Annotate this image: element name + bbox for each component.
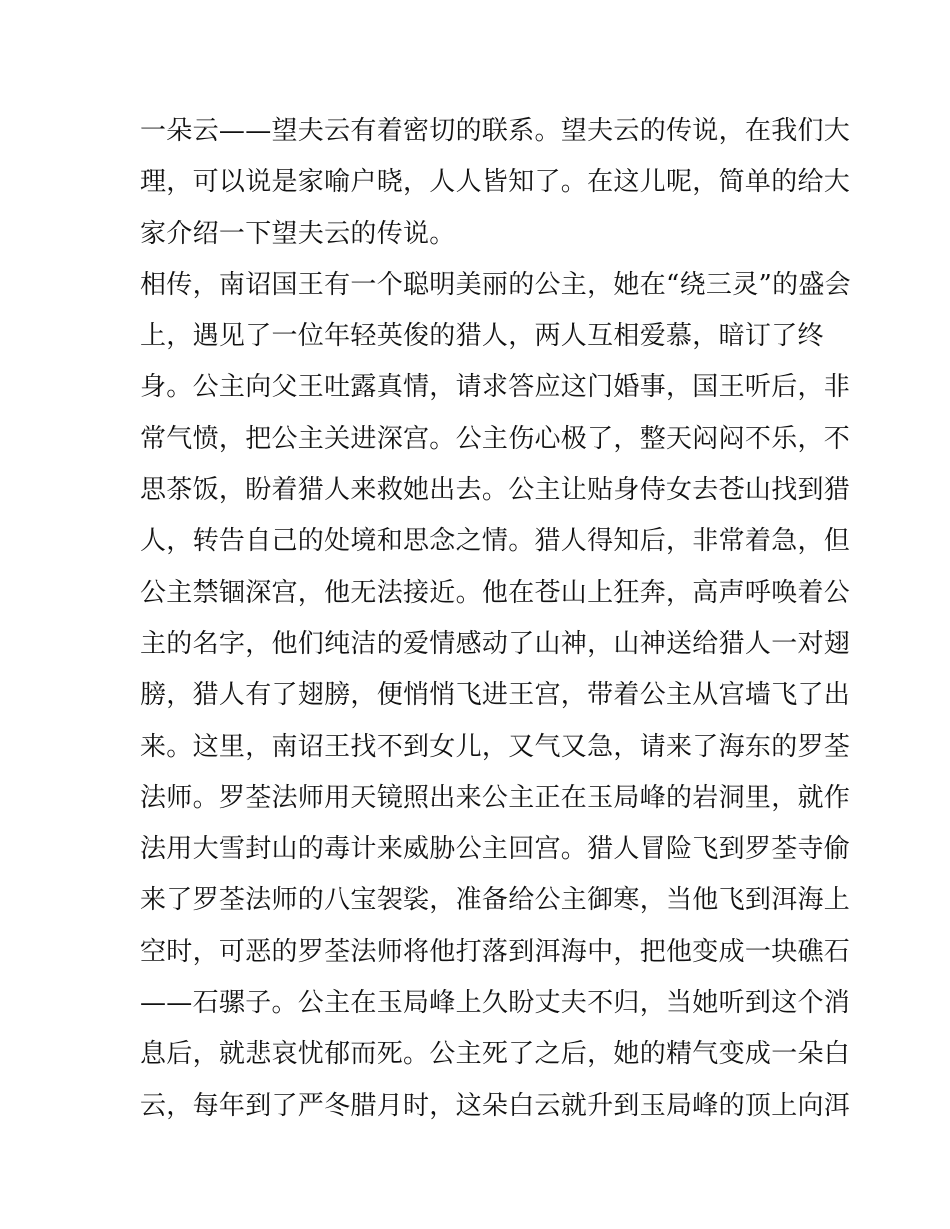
text-line: 主的名字，他们纯洁的爱情感动了山神，山神送给猎人一对翅 [140,628,851,659]
body-text [140,106,851,1132]
text-line: 一朵云——望夫云有着密切的联系。望夫云的传说，在我们大 [140,116,851,146]
text-line: 公主禁锢深宫，他无法接近。他在苍山上狂奔，高声呼唤着公 [140,577,851,608]
text-line: 身。公主向父王吐露真情，请求答应这门婚事，国王听后，非 [140,372,851,403]
text-line: 家介绍一下望夫云的传说。 [140,218,456,249]
text-line: 空时，可恶的罗荃法师将他打落到洱海中，把他变成一块礁石 [140,936,851,967]
text-line: 来了罗荃法师的八宝袈裟，准备给公主御寒，当他飞到洱海上 [140,885,851,916]
text-line: 云，每年到了严冬腊月时，这朵白云就升到玉局峰的顶上向洱 [140,1090,851,1121]
text-line: 来。这里，南诏王找不到女儿，又气又急，请来了海东的罗荃 [140,731,851,762]
text-line: ——石骡子。公主在玉局峰上久盼丈夫不归，当她听到这个消 [140,988,851,1019]
text-line: 息后，就悲哀忧郁而死。公主死了之后，她的精气变成一朵白 [140,1039,851,1070]
text-line: 理，可以说是家喻户晓，人人皆知了。在这儿呢，简单的给大 [140,167,851,198]
text-line: 法师。罗荃法师用天镜照出来公主正在玉局峰的岩洞里，就作 [140,782,851,813]
text-line: 膀，猎人有了翅膀，便悄悄飞进王宫，带着公主从宫墙飞了出 [140,680,851,711]
text-line: 人，转告自己的处境和思念之情。猎人得知后，非常着急，但 [140,526,851,557]
text-line: 相传，南诏国王有一个聪明美丽的公主，她在“绕三灵”的盛会 [140,269,851,300]
text-line: 思茶饭，盼着猎人来救她出去。公主让贴身侍女去苍山找到猎 [140,475,851,506]
text-line: 法用大雪封山的毒计来威胁公主回宫。猎人冒险飞到罗荃寺偷 [140,834,851,865]
text-line: 上，遇见了一位年轻英俊的猎人，两人互相爱慕，暗订了终 [140,321,824,352]
text-line: 常气愤，把公主关进深宫。公主伤心极了，整天闷闷不乐，不 [140,423,851,454]
